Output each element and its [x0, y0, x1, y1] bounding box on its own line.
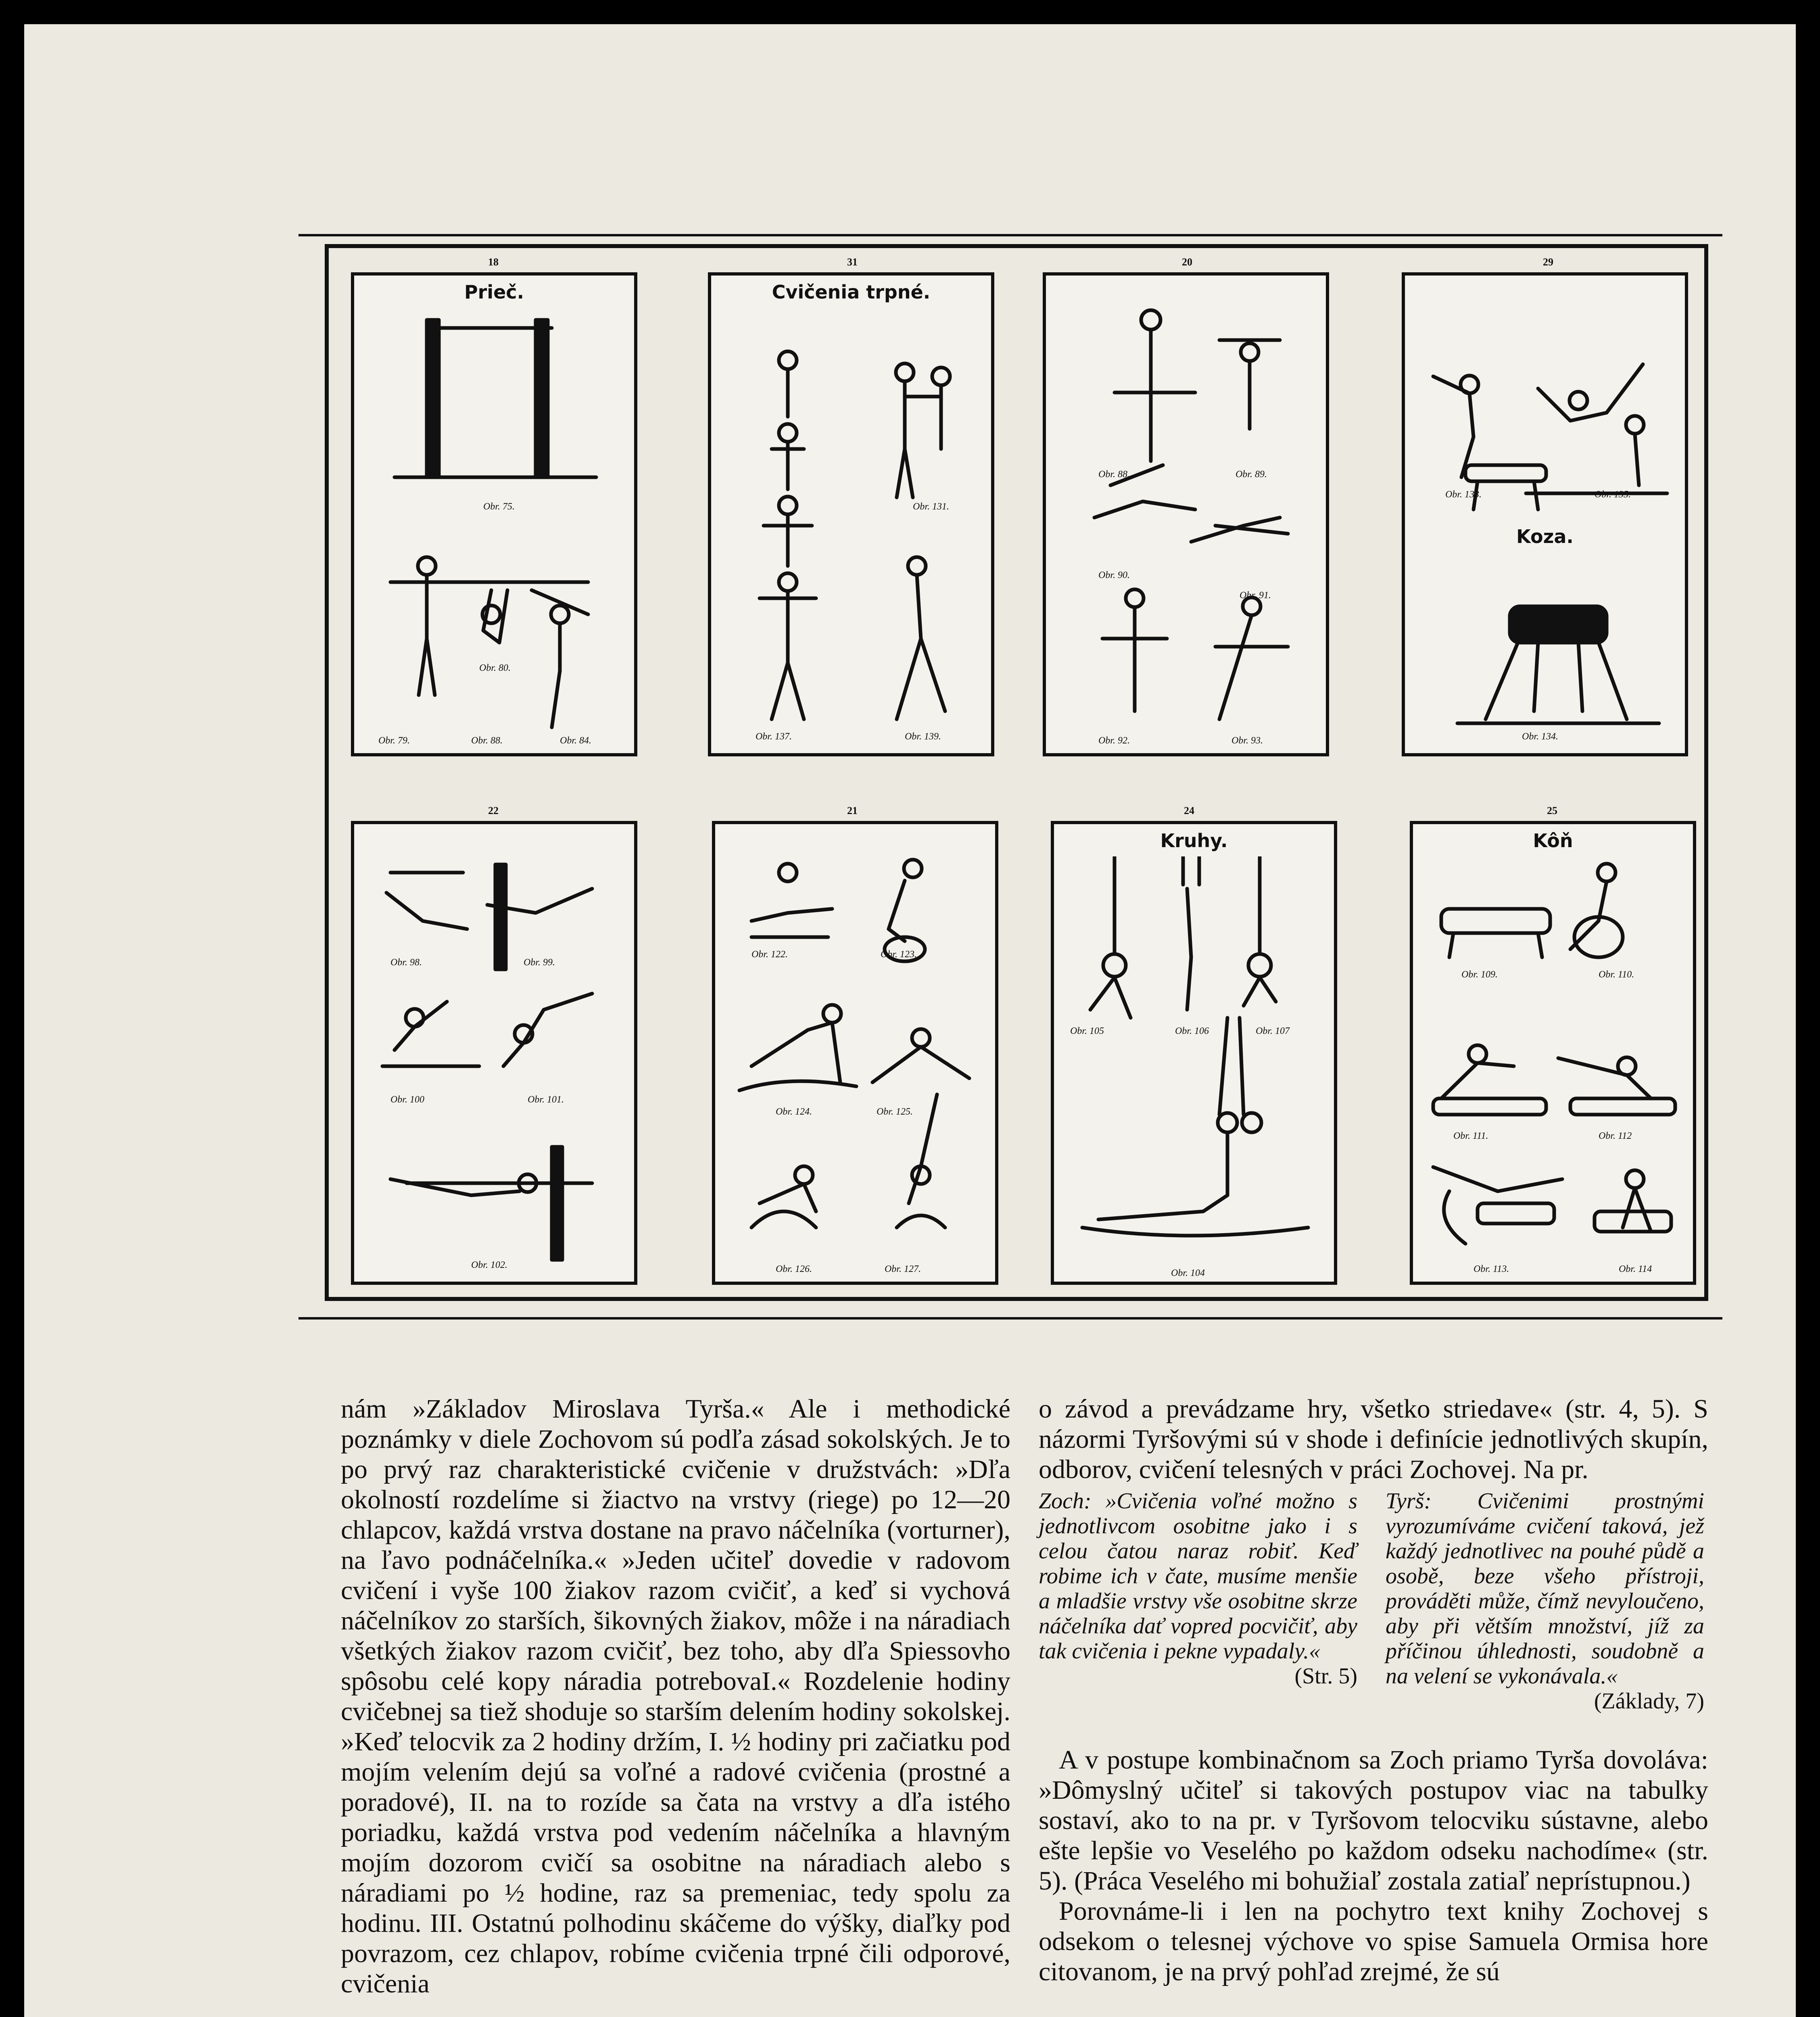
horizontal-bar-illustration: [378, 308, 612, 743]
zoch-quote-text: Zoch: »Cvičenia voľné možno s jednotlivcom osobitne jako i s celou čatou naraz robiť. Keď robime ich v čate, musíme menšie a mladšie vrstvy vše osobitne skrze náčelníka dať vopred pocvičiť, aby tak cvičenia i pekne vypadaly.«: [1039, 1489, 1357, 1664]
tyrs-quote-text: Tyrš: Cvičenimi prostnými vyrozumíváme cvičení taková, jež každý jednotlivec na pouhé půdě a osobě, beze všeho přístroji, prováděti může, čímž nevyloučeno, aby při větším množství, jíž za příčinou úhlednosti, soudobně a na velení se vykonávala.«: [1386, 1489, 1704, 1689]
pommel-horse-illustration: [1425, 856, 1687, 1268]
figure-label: Obr. 137.: [756, 731, 792, 742]
figure-label: Obr. 106: [1175, 1026, 1209, 1036]
figure-label: Obr. 101.: [528, 1094, 564, 1105]
tyrs-quote-reference: (Základy, 7): [1594, 1689, 1704, 1714]
panel-number: 24: [1184, 805, 1194, 816]
panel-title: Prieč.: [464, 281, 524, 303]
figure-label: Obr. 112: [1599, 1131, 1632, 1141]
bar-balance-illustration: [366, 840, 628, 1268]
body-paragraph: A v postupe kombinačnom sa Zoch priamo Tyrša dovoláva: »Dômyslný učiteľ si takových postupov viac na tabulky sostaví, ako to na pr. v Tyršovom telocviku sústavne, alebo ešte lepšie vo Veselého po každom odseku nachodíme« (str. 5). (Práca Veselého mi bohužiaľ zostala zatiaľ neprístupnou.): [1039, 1745, 1708, 1896]
figure-label: Obr. 139.: [905, 731, 941, 742]
text-column-right: [1039, 1394, 1708, 1987]
panel-number: 31: [847, 256, 858, 268]
figure-label: Obr. 79.: [378, 735, 410, 746]
figure-label: Obr. 75.: [483, 501, 515, 512]
panel-title: Koza.: [1516, 526, 1574, 547]
tyrs-quote: [1386, 1489, 1704, 1714]
panel-koza: [1402, 272, 1688, 756]
figure-label: Obr. 124.: [776, 1107, 812, 1117]
panel-kon: [1410, 821, 1696, 1285]
body-paragraph: Porovnáme-li i len na pochytro text knihy Zochovej s odsekom o telesnej výchove vo spise Samuela Ormisa hore citovanom, je na prvý pohľad zrejmé, že sú: [1039, 1896, 1708, 1986]
figure-label: Obr. 131.: [913, 501, 950, 512]
figure-label: Obr. 84.: [560, 735, 592, 746]
figure-label: Obr. 89.: [1236, 469, 1267, 480]
body-paragraph: o závod a prevádzame hry, všetko striedave« (str. 4, 5). S názormi Tyršovými sú v shode i definície jednotlivých skupín, odborov, cvičení telesných v práci Zochovej. Na pr.: [1039, 1394, 1708, 1484]
figure-label: Obr. 88.: [471, 735, 503, 746]
figure-label: Obr. 114: [1619, 1264, 1652, 1274]
figure-label: Obr. 92.: [1098, 735, 1130, 746]
figure-label: Obr. 105: [1070, 1026, 1104, 1036]
rings-illustration: [1066, 856, 1328, 1268]
panel-number: 25: [1547, 805, 1557, 816]
zoch-quote-reference: (Str. 5): [1294, 1664, 1357, 1689]
figure-label: Obr. 127.: [885, 1264, 921, 1274]
panel-number: 21: [847, 805, 858, 816]
figure-label: Obr. 100: [390, 1094, 425, 1105]
panel-bar-exercises: [1043, 272, 1329, 756]
panel-horse-pommel: [712, 821, 998, 1285]
panel-number: 18: [488, 256, 499, 268]
plate-bottom-rule: [298, 1317, 1722, 1320]
bar-exercises-illustration: [1062, 292, 1312, 743]
quote-comparison: [1039, 1489, 1708, 1745]
panel-title: Cvičenia trpné.: [772, 281, 931, 303]
panel-kruhy: [1051, 821, 1337, 1285]
figure-label: Obr. 91.: [1240, 590, 1271, 601]
figure-label: Obr. 110.: [1599, 969, 1634, 980]
panel-cvicenia-trpne: [708, 272, 994, 756]
figure-label: Obr. 104: [1171, 1268, 1205, 1278]
panel-title: Kôň: [1533, 830, 1573, 852]
figure-label: Obr. 135.: [1595, 489, 1631, 500]
panel-number: 20: [1182, 256, 1192, 268]
figure-label: Obr. 88.: [1098, 469, 1130, 480]
figure-label: Obr. 111.: [1453, 1131, 1488, 1141]
figure-label: Obr. 99.: [524, 957, 555, 968]
text-column-left: [341, 1394, 1010, 1999]
figure-label: Obr. 125.: [877, 1107, 913, 1117]
pyramid-illustration: [727, 316, 977, 743]
figure-label: Obr. 134.: [1522, 731, 1559, 742]
panel-number: 29: [1543, 256, 1553, 268]
figure-label: Obr. 113.: [1474, 1264, 1509, 1274]
panel-parallel-bar: [351, 821, 637, 1285]
figure-label: Obr. 98.: [390, 957, 422, 968]
plate-top-rule: [298, 234, 1722, 236]
panel-number: 22: [488, 805, 499, 816]
vaulting-buck-illustration: [1417, 292, 1679, 743]
body-paragraph: nám »Základov Miroslava Tyrša.« Ale i methodické poznámky v diele Zochovom sú podľa zásad sokolských. Je to po prvý raz charakteristické cvičenie v družstvách: »Dľa okolností rozdelíme si žiactvo na vrstvy (riege) po 12—20 chlapcov, každá vrstva dostane na pravo náčelníka (vorturner), na ľavo podnáčelníka.« »Jeden učiteľ dovedie v radovom cvičení i vyše 100 žiakov razom cvičiť, a keď si vychová náčelníkov zo starších, šikovných žiakov, môže i na náradiach všetkých žiakov razom cvičiť, bez toho, aby dľa Spiessovho spôsobu celé kopy náradia potrebovaI.« Rozdelenie hodiny cvičebnej sa tiež shoduje so starším delením hodiny sokolskej. »Keď telocvik za 2 hodiny držím, I. ½ hodiny pri začiatku pod mojím velením dejú sa voľné a radové cvičenia (prostné a poradové), II. na to rozíde sa čata na vrstvy a dľa istého poriadku, každá vrstva pod vedením náčelníka a hlavným mojím dozorom cvičí sa osobitne na náradiach alebo s náradiami po ½ hodine, raz sa premeniac, tedy spolu za hodinu. III. Ostatnú polhodinu skáčeme do výšky, diaľky pod povrazom, cez chlapov, robíme cvičenia trpné čili odporové, cvičenia: [341, 1394, 1010, 1998]
figure-label: Obr. 90.: [1098, 570, 1130, 580]
figure-label: Obr. 133.: [1445, 489, 1482, 500]
figure-label: Obr. 80.: [479, 663, 511, 673]
panel-priec: [351, 272, 637, 756]
figure-label: Obr. 122.: [751, 949, 788, 960]
pommel-exercises-illustration: [727, 840, 989, 1268]
figure-label: Obr. 123.: [881, 949, 917, 960]
figure-label: Obr. 109.: [1461, 969, 1498, 980]
figure-label: Obr. 126.: [776, 1264, 812, 1274]
figure-label: Obr. 102.: [471, 1260, 508, 1270]
figure-label: Obr. 93.: [1231, 735, 1263, 746]
zoch-quote: [1039, 1489, 1357, 1689]
figure-label: Obr. 107: [1256, 1026, 1290, 1036]
panel-title: Kruhy.: [1160, 830, 1228, 852]
book-page: [24, 24, 1796, 2017]
